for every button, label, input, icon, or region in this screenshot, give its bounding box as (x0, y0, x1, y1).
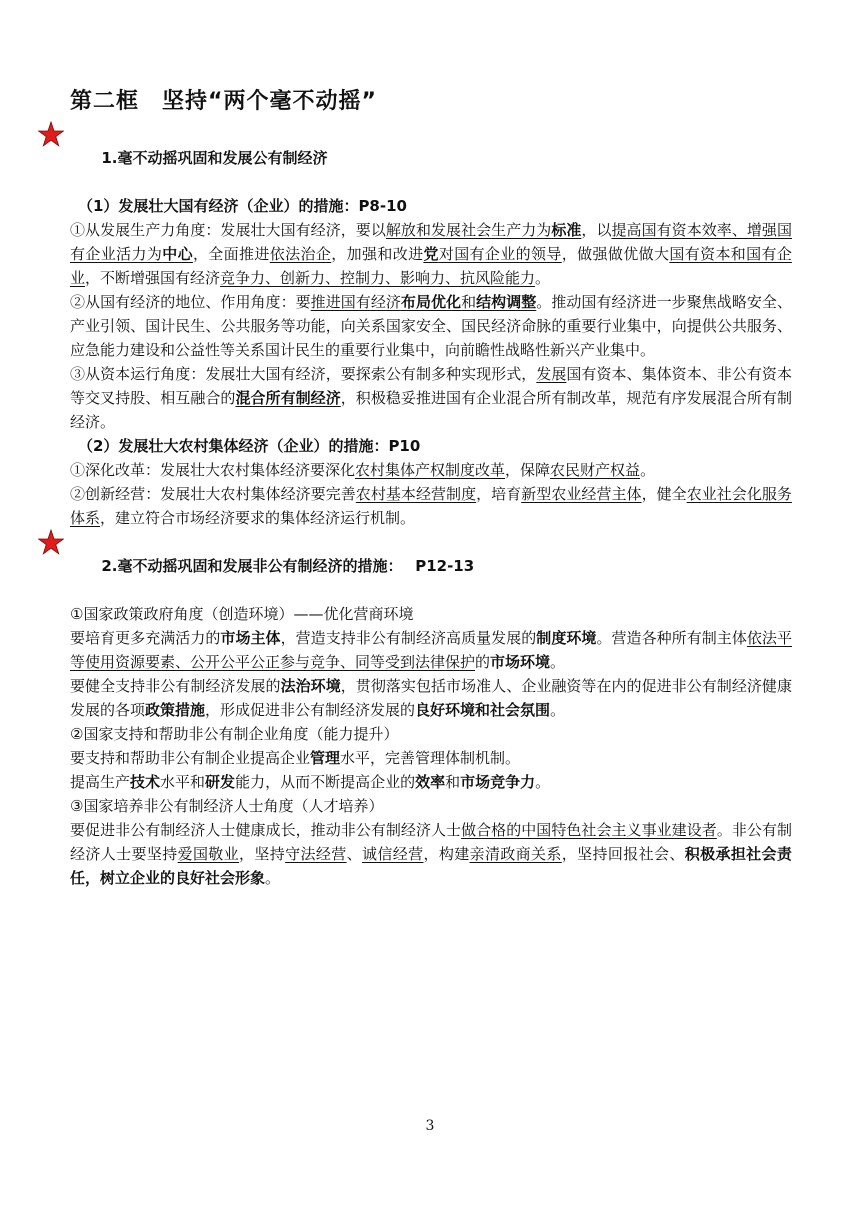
paragraph-market-entities: 要培育更多充满活力的市场主体，营造支持非公有制经济高质量发展的制度环境。营造各种所有制主体依法平等使用资源要素、公开公平公正参与竞争、同等受到法律保护的市场环境。 (70, 629, 792, 671)
paragraph-rule-of-law: 要健全支持非公有制经济发展的法治环境，贯彻落实包括市场准人、企业融资等在内的促进非公有制经济健康发展的各项政策措施，形成促进非公有制经济发展的良好环境和社会氛围。 (70, 677, 792, 719)
page-number: 3 (425, 1118, 435, 1134)
paragraph-capital-operation: ③从资本运行角度：发展壮大国有经济，要探索公有制多种实现形式，发展国有资本、集体资本、非公有资本等交叉持股、相互融合的混合所有制经济，积极稳妥推进国有企业混合所有制改革，规范有序发展混合所有制经济。 (70, 365, 792, 431)
paragraph-productivity: ①从发展生产力角度：发展壮大国有经济，要以解放和发展社会生产力为标准，以提高国有资本效率、增强国有企业活力为中心，全面推进依法治企，加强和改进党对国有企业的领导，做强做优做大国有资本和国有企业，不断增强国有经济竞争力、创新力、控制力、影响力、抗风险能力。 (70, 221, 792, 287)
section-2-heading (70, 530, 792, 602)
red-star-icon (38, 121, 64, 147)
red-star-icon (38, 529, 64, 555)
perspective-policy-heading: ①国家政策政府角度（创造环境）——优化营商环境 (70, 605, 414, 623)
paragraph-status-role: ②从国有经济的地位、作用角度：要推进国有经济布局优化和结构调整。推动国有经济进一步聚焦战略安全、产业引领、国计民生、公共服务等功能，向关系国家安全、国民经济命脉的重要行业集中，向提供公共服务、应急能力建设和公益性等关系国计民生的重要行业集中，向前瞻性战略性新兴产业集中。 (70, 293, 792, 359)
paragraph-deepen-reform: ①深化改革：发展壮大农村集体经济要深化农村集体产权制度改革，保障农民财产权益。 (70, 461, 656, 479)
document-body (70, 122, 792, 890)
section-1-heading (70, 122, 792, 194)
section-1-heading-text: 1.毫不动摇巩固和发展公有制经济 (101, 149, 328, 167)
paragraph-technology: 提高生产技术水平和研发能力，从而不断提高企业的效率和市场竞争力。 (70, 773, 551, 791)
paragraph-talent: 要促进非公有制经济人士健康成长，推动非公有制经济人士做合格的中国特色社会主义事业建设者。非公有制经济人士要坚持爱国敬业，坚持守法经营、诚信经营，构建亲清政商关系，坚持回报社会、积极承担社会责任，树立企业的良好社会形象。 (70, 821, 792, 887)
section-2-heading-text: 2.毫不动摇巩固和发展非公有制经济的措施： P12-13 (101, 557, 475, 575)
subsection-1-heading: （1）发展壮大国有经济（企业）的措施：P8-10 (78, 197, 407, 215)
subsection-2-heading: （2）发展壮大农村集体经济（企业）的措施：P10 (78, 437, 421, 455)
perspective-support-heading: ②国家支持和帮助非公有制企业角度（能力提升） (70, 725, 399, 743)
page-title: 第二框 坚持“两个毫不动摇” (70, 89, 377, 114)
perspective-talent-heading: ③国家培养非公有制经济人士角度（人才培养） (70, 797, 384, 815)
paragraph-innovate-operation: ②创新经营：发展壮大农村集体经济要完善农村基本经营制度，培育新型农业经营主体，健全农业社会化服务体系，建立符合市场经济要求的集体经济运行机制。 (70, 485, 792, 527)
paragraph-management: 要支持和帮助非公有制企业提高企业管理水平，完善管理体制机制。 (70, 749, 521, 767)
